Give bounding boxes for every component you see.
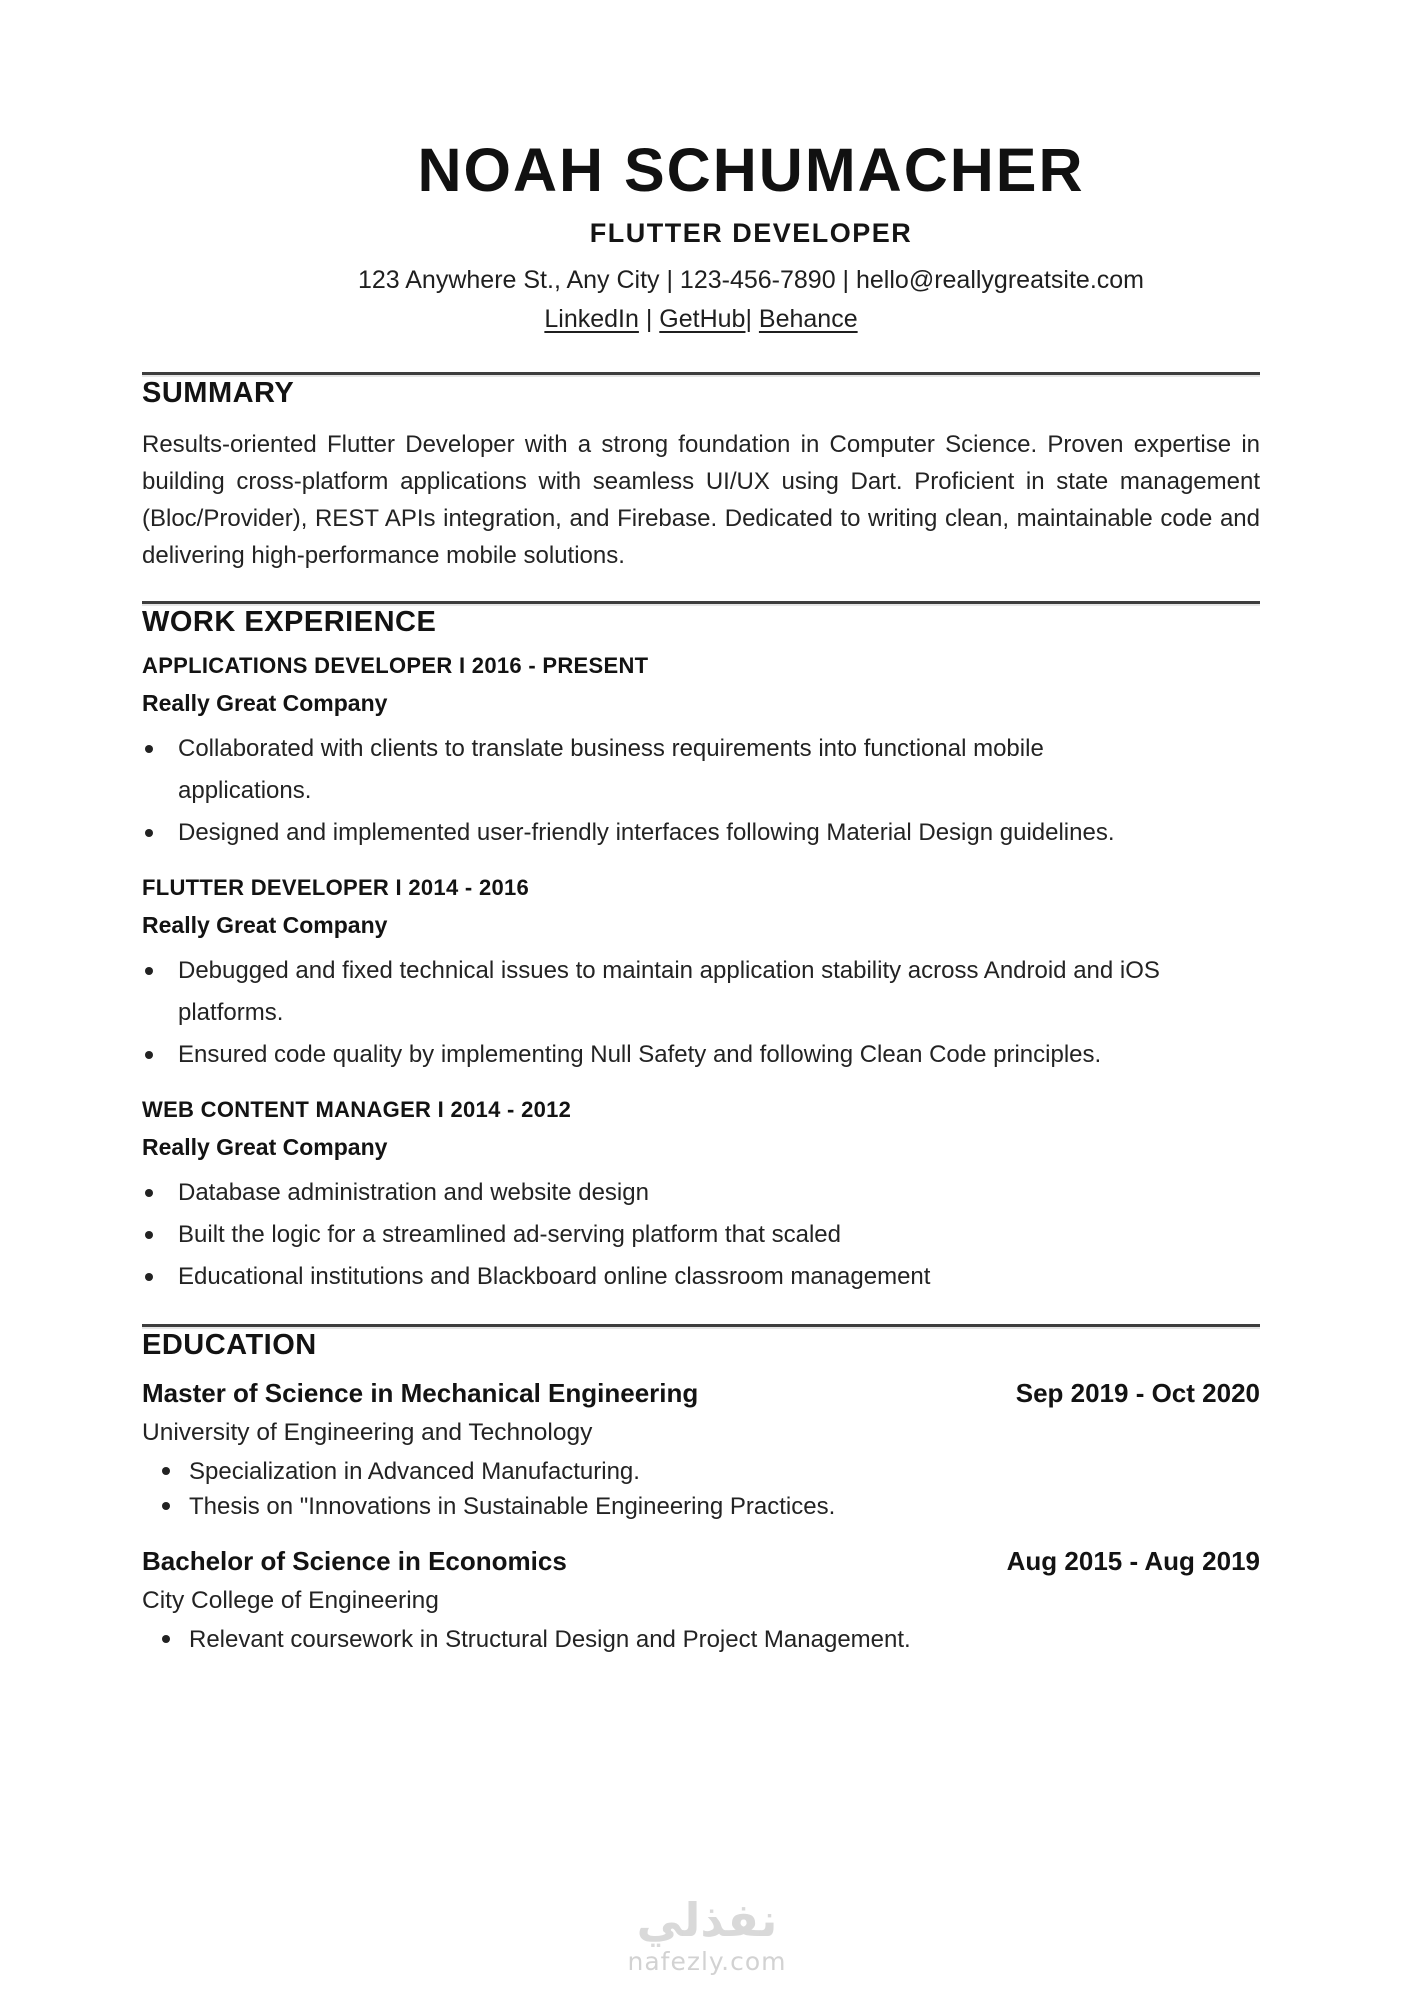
github-link[interactable]: GetHub <box>659 305 746 333</box>
degree-bullet: Thesis on "Innovations in Sustainable Engineering Practices. <box>162 1489 1260 1524</box>
nafezly-logo: نفذلي <box>636 1893 778 1947</box>
job-entry <box>142 652 1260 854</box>
education-section <box>142 1327 1260 1657</box>
degree-row <box>142 1377 1260 1410</box>
degree-bullet-list <box>162 1454 1260 1524</box>
job-bullet: Database administration and website design <box>142 1172 1162 1214</box>
social-links <box>142 302 1260 336</box>
job-bullet: Built the logic for a streamlined ad-serving platform that scaled <box>142 1214 1162 1256</box>
linkedin-link[interactable]: LinkedIn <box>544 305 639 333</box>
school-name: University of Engineering and Technology <box>142 1419 593 1446</box>
job-bullet: Debugged and fixed technical issues to maintain application stability across Android and iOS platforms. <box>142 950 1162 1034</box>
candidate-job-title: FLUTTER DEVELOPER <box>589 218 913 248</box>
education-heading: EDUCATION <box>142 1329 317 1361</box>
degree-bullet: Specialization in Advanced Manufacturing. <box>162 1454 1260 1489</box>
job-bullet-list <box>142 950 1260 1076</box>
degree-bullet-list <box>162 1622 1260 1657</box>
degree-row <box>142 1545 1260 1578</box>
degree-dates: Sep 2019 - Oct 2020 <box>1015 1378 1260 1408</box>
degree-name: Bachelor of Science in Economics <box>142 1546 567 1576</box>
job-entry <box>142 874 1260 1076</box>
work-experience-section <box>142 604 1260 1298</box>
job-bullet: Collaborated with clients to translate business requirements into functional mobile applications. <box>142 728 1162 812</box>
degree-dates: Aug 2015 - Aug 2019 <box>1006 1546 1260 1576</box>
job-bullet-list <box>142 1172 1260 1298</box>
job-bullet: Ensured code quality by implementing Null Safety and following Clean Code principles. <box>142 1034 1162 1076</box>
job-entry <box>142 1096 1260 1298</box>
company-name: Really Great Company <box>142 912 388 938</box>
job-bullet: Designed and implemented user-friendly interfaces following Material Design guidelines. <box>142 812 1162 854</box>
company-name: Really Great Company <box>142 1134 388 1160</box>
watermark <box>0 1893 1414 1977</box>
candidate-name: NOAH SCHUMACHER <box>417 136 1085 204</box>
link-separator: | <box>745 305 759 333</box>
behance-link[interactable]: Behance <box>758 305 858 333</box>
job-title: APPLICATIONS DEVELOPER I 2016 - PRESENT <box>142 653 649 678</box>
link-separator: | <box>638 305 660 333</box>
watermark-site-text: nafezly.com <box>627 1947 787 1976</box>
company-name: Really Great Company <box>142 690 388 716</box>
summary-heading: SUMMARY <box>142 377 295 409</box>
work-experience-heading: WORK EXPERIENCE <box>142 606 437 638</box>
job-title: FLUTTER DEVELOPER I 2014 - 2016 <box>142 875 530 900</box>
contact-line: 123 Anywhere St., Any City | 123-456-7890 | hello@reallygreatsite.com <box>357 266 1144 294</box>
job-bullet-list <box>142 728 1260 854</box>
degree-name: Master of Science in Mechanical Engineering <box>142 1378 699 1408</box>
summary-text: Results-oriented Flutter Developer with a strong foundation in Computer Science. Proven expertise in building cross-platform applications with seamless UI/UX using Dart. Proficient in state management (Bloc/Provider), REST APIs integration, and Firebase. Dedicated to writing clean, maintainable code and delivering high-performance mobile solutions. <box>142 431 1260 569</box>
degree-entry <box>142 1545 1260 1657</box>
degree-entry <box>142 1377 1260 1524</box>
summary-section <box>142 375 1260 574</box>
resume-header <box>142 0 1260 336</box>
degree-bullet: Relevant coursework in Structural Design and Project Management. <box>162 1622 1260 1657</box>
job-bullet: Educational institutions and Blackboard online classroom management <box>142 1256 1162 1298</box>
job-title: WEB CONTENT MANAGER I 2014 - 2012 <box>142 1097 572 1122</box>
school-name: City College of Engineering <box>142 1587 439 1614</box>
